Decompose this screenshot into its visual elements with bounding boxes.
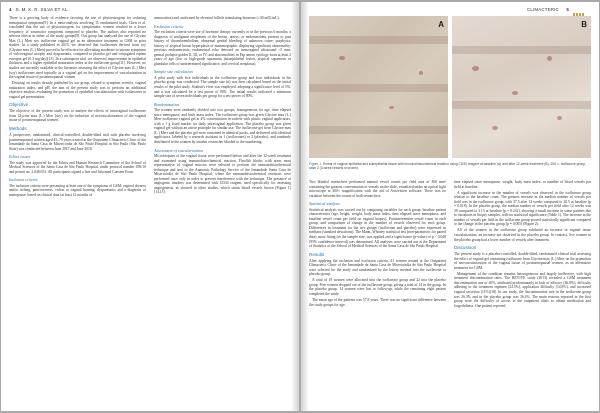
subsection-heading: Assessment of vascularization — [154, 147, 204, 153]
paragraph: The inclusion criteria were presenting at least one of the symptoms of GSM: vaginal dryness and/or itching, pain/soreness, vulvar or vaginal burning, dyspareunia; and a diagnosis of menopause, based on clinical data (at least 12 months of — [9, 183, 146, 197]
right-page-column-2 — [454, 180, 591, 405]
paragraph: A pilot study with five individuals in the isoflavone group and four individuals in the placebo group was conducted. The sample size (n) was then calculated based on the initial results of the pilot study. Student's t-test was employed, adopting a significance level of 5%, and n was calculated for a test power of 80%. The initial results indicated a minimum sample size of seven individuals per group for a test power of 80%. — [154, 75, 291, 99]
right-running-title: CLIMACTERIC — [526, 7, 559, 12]
paragraph: The mean age of the patients was 57.8 years. There was no significant difference between the study groups for age, — [309, 297, 446, 307]
left-page — [1, 2, 299, 411]
paragraph: There is a growing body of evidence favoring the use of phytoestrogens for reducing menopausal symptoms[9]. In a meta-analysis involving 15 randomized trials, Chen et al. concluded that the use of phytoestrogens for symptomatic women resulted in a lower frequency of vasomotor symptoms compared to placebo. The authors also reported no adverse effects in either of the study groups[9]. Our group has analyzed the use of Glycine Max (L.) Merr soy isoflavone vaginal gel as an alternative treatment to GSM in prior studies. In a study published in 2015, we observed that isoflavones derived from soy (Glycine max (L.) Merr) proved to be effective for alleviating moderate to intense symptoms of vulvovaginal atrophy and dyspareunia, compared to placebo gel and conjugated equine estrogen gel (0.3 mg/day)[13]. In a subsequent trial, we observed improvement in epithelial thickness and a higher epithelial maturation index in the isoflavone group[11]. However, no studies are currently available in the literature assessing the effect of Glycine max (L.) Merr (soy) isoflavones used topically as a vaginal gel on the improvement of vascularization in the vaginal tissue of postmenopausal women. — [9, 16, 146, 80]
subsection-heading: Sample size calculation — [154, 69, 193, 75]
paragraph: amenorrhea) and confirmed by elevated follicle stimulating hormone (≥30 mIU/mL). — [154, 16, 280, 20]
left-page-column-2 — [154, 16, 291, 405]
paragraph: The present study is a placebo-controlled, double-blind, randomized clinical trial assessing the effect of vaginal gel containing isoflavone from Glycine max (L.) Merr on the promotion of neovascularization of the vaginal tissue of postmenopausal women, as an alternative treatment for GSM. — [454, 252, 591, 270]
panel-a-label: A — [438, 20, 444, 29]
figure-1 — [309, 16, 591, 158]
figure-panel-a — [309, 16, 448, 158]
paragraph: Drawing on results already published by our group, related to symptom severity, vaginal maturation index, and pH, the aim of the present study was to perform an additional objective analysis evaluating the promotion of epithelial vascularization with isoflavones in vaginal gel presentation. — [9, 81, 146, 99]
left-page-column-1 — [9, 16, 146, 405]
left-running-title: S. M. K. R. SILVA ET AL. — [15, 7, 69, 12]
paragraph: Two blinded researchers performed manual vessel counts per field area of 360 mm² containing the greatest concentration of vessels on the slide, visualized under an optical light microscope at 200× magnification with the aid of Axiovision software. There was no variation between the counts of both researchers. — [309, 180, 446, 198]
paragraph: Statistical analysis was carried out by comparing variables for each group: baseline patient characteristics (age, height, weight, body mass index, time elapsed since menopause, and baseline vessel count per field on vaginal biopsy). Postintervention vessel count in each group, and comparison of change in the number of vessels observed for each group. Differences in treatment for the two groups (isoflavone and placebo) were expressed as medians (standard deviations). The Mann–Whitney statistical test (non-parametric for paired data), most fitting for the sample size, was applied and a significance (p-value) of p < 0.048 (95% confidence interval) was determined. All analyses were carried out at the Department of Statistics of the School of Medical Sciences of the Santa Casa de São Paulo Hospital. — [309, 207, 446, 249]
paragraph: The exclusion criteria were use of hormone therapy currently or in the previous 6 months; a diagnosis of malignant neoplasms of the breast, uterus, or endometrium; present or past history of thromboembolism; abnormal genital bleeding of unknown cause; porphyria; history of atypical breast hyperplasia or mammographic displaying significant abnormality; previous endometriosis; endometrial echo detected on transvaginal ultrasound >5 mm; genital prolapse grades II, III, or IV; and abnormalities in Pap smear cytology from at least 2 years of age (low or high-grade squamous intraepithelial lesion, atypical squamous or glandular cells of undetermined significance, and cervical neoplasia). — [154, 30, 291, 66]
left-page-number: 4 — [9, 7, 12, 12]
figure-caption-lead: Figure 1. — [309, 162, 323, 166]
section-heading: Objective — [9, 102, 29, 108]
subsection-heading: Ethics issues — [9, 154, 31, 160]
paragraph: Management of the condition remains heterogeneous and largely ineffective, with high treatment discontinuation rates. The REVIVE study (2013) revealed a GSM treatment discontinuation rate of 40%, attributed predominantly to lack of efficacy (46.8%), difficulty adhering to the treatment regimen (24.5%), application difficulty (14.8%), and increased vaginal secretion (11%)[18]. In our study, the discontinuation rate in the isoflavone group was 26.3% and in the placebo group was 36.4%. The main reasons reported in the first group were the difficulty of access to the outpatient clinic to obtain medication and forgetfulness. One patient reported — [454, 271, 591, 308]
figure-panel-b — [452, 16, 591, 158]
panel-b-label: B — [581, 20, 587, 29]
paragraph: A prospective, randomized, clinical-controlled, double-blind trial with placebo involving postmenopausal women aged 45–70 years treated at the Outpatient Climacteric Clinic of the Irmandade da Santa Casa de Misericórdia de São Paulo Hospital in São Paulo (São Paulo State) was conducted between June 2017 and June 2018. — [9, 132, 146, 151]
subsection-heading: Randomization — [154, 101, 179, 107]
subsection-heading: Inclusion criteria — [9, 177, 38, 183]
section-heading: Methods — [9, 125, 27, 131]
paragraph: The study was approved by the Ethics and Human Research Committee of the School of Medical Sciences of the Santa Casa de São Paulo Hospital, under protocol number 059/10 and permit no. 2.048.053. All participants signed a free and Informed Consent Form. — [9, 160, 146, 174]
subsection-heading: Statistical analysis — [309, 201, 340, 207]
right-running-head — [527, 7, 569, 12]
paragraph: The objective of the present study was to analyze the effects of intravaginal isoflavones from Glycine max (L.) Merr (soy) on the induction of neovascularization of the vaginal tissue of postmenopausal women. — [9, 109, 146, 123]
paragraph: After applying the inclusion and exclusion criteria, 41 women treated at the Outpatient Climacteric Clinic of the Irmandade da Santa Casa de Misericórdia de São Paulo Hospital were selected for the study and randomized by the lottery method into the isoflavone or placebo group. — [309, 258, 446, 277]
right-page-column-1 — [309, 180, 446, 405]
paragraph: A total of 19 women were allocated into the isoflavone group and 22 into the placebo group. Five women dropped out of the isoflavone group, giving a total of 14 in the group. In the placebo group, 14 women were lost to follow-up, while the remaining eight patient completed the study. — [309, 278, 446, 296]
paragraph: Microbiopsies of the vaginal tissue were performed before and after the 12-week treatment and examined using immunohistochemical reaction. Fleoffth blocks with areas most representative of vaginal mucosa were selected to perform the immunohistochemical technique and sent to the Anatomic Pathology Service of the Irmandade Santa Casa de Misericórdia de São Paulo Hospital, where the immunohistochemical reactions were performed once only in order to prevent interference with the technique. The presence of angiogenic markers was determined with CD34 reagent, used specifically for assessing angiogenesis, as showed in other studies, which stains blood vessels brown (Figure 1)[14,15]. — [154, 154, 291, 195]
section-heading: Discussion — [454, 245, 477, 251]
journal-logo-icon — [573, 6, 589, 12]
figure-caption — [309, 162, 591, 170]
paragraph: The women were randomly divided into two groups, homogeneous for age, time elapsed since menopause, and body mass index. The isoflavone group was given Glycine max (L.) Merr isoflavone vaginal gel at 4% concentration in sachets with plastic vaginal applicators, with a 1 g fixed marker for daily intravaginal application. The placebo group was given vaginal gel without an active principle for similar use. The isoflavone gel from Glycine max (L.) Merr and the placebo gel were contained in identical packs, and delivered with identical applicators, labeled by a research assistant as 1 (isoflavones) or 2 (placebo), and randomly distributed to the women by another researcher blinded to the numbering. — [154, 108, 291, 144]
paragraph: All of the women in the isoflavone group exhibited an increase in vaginal tissue vascularization, an increase not observed in the placebo group. In contrast, five women in the placebo group had a lower number of vessels after treatment. — [454, 228, 591, 242]
right-page-number: 5 — [566, 7, 569, 12]
paragraph: A significant increase in the number of vessels was observed in the isoflavone group relative to the baseline count. The greatest increase in the median number of vessels per field was in the isoflavone group, with 37.5 after 12-weeks compared to 20.5 at baseline (p = 0.018). In the placebo group, the median number of vessels per field after 12 weeks was 30 compared to 31.5 at baseline (p = 0.242), showing a small increase in some patients due to variations in biopsy samples, with no statistical significance (Table 1). The increase in the number of vessels per field in the isoflavone group proved statistically significant compared to the change in the placebo group (p = 0.005) (Figure 2). — [454, 190, 591, 227]
subsection-heading: Exclusion criteria — [154, 23, 184, 29]
right-page — [301, 2, 599, 411]
paragraph: time elapsed since menopause, weight, body mass index, or number of blood vessels per field at baseline. — [454, 180, 591, 189]
left-running-head — [9, 7, 69, 12]
figure-caption-text: Smear of vaginal epithelial and subepithelial tissue with immunohistochemical reaction using CD34 reagent at baseline (A) and after 12-week treatment (B). 200 ×. Isoflavone group, case 2 (3-week vessels in brown). — [309, 162, 587, 170]
section-heading: Results — [309, 251, 325, 257]
